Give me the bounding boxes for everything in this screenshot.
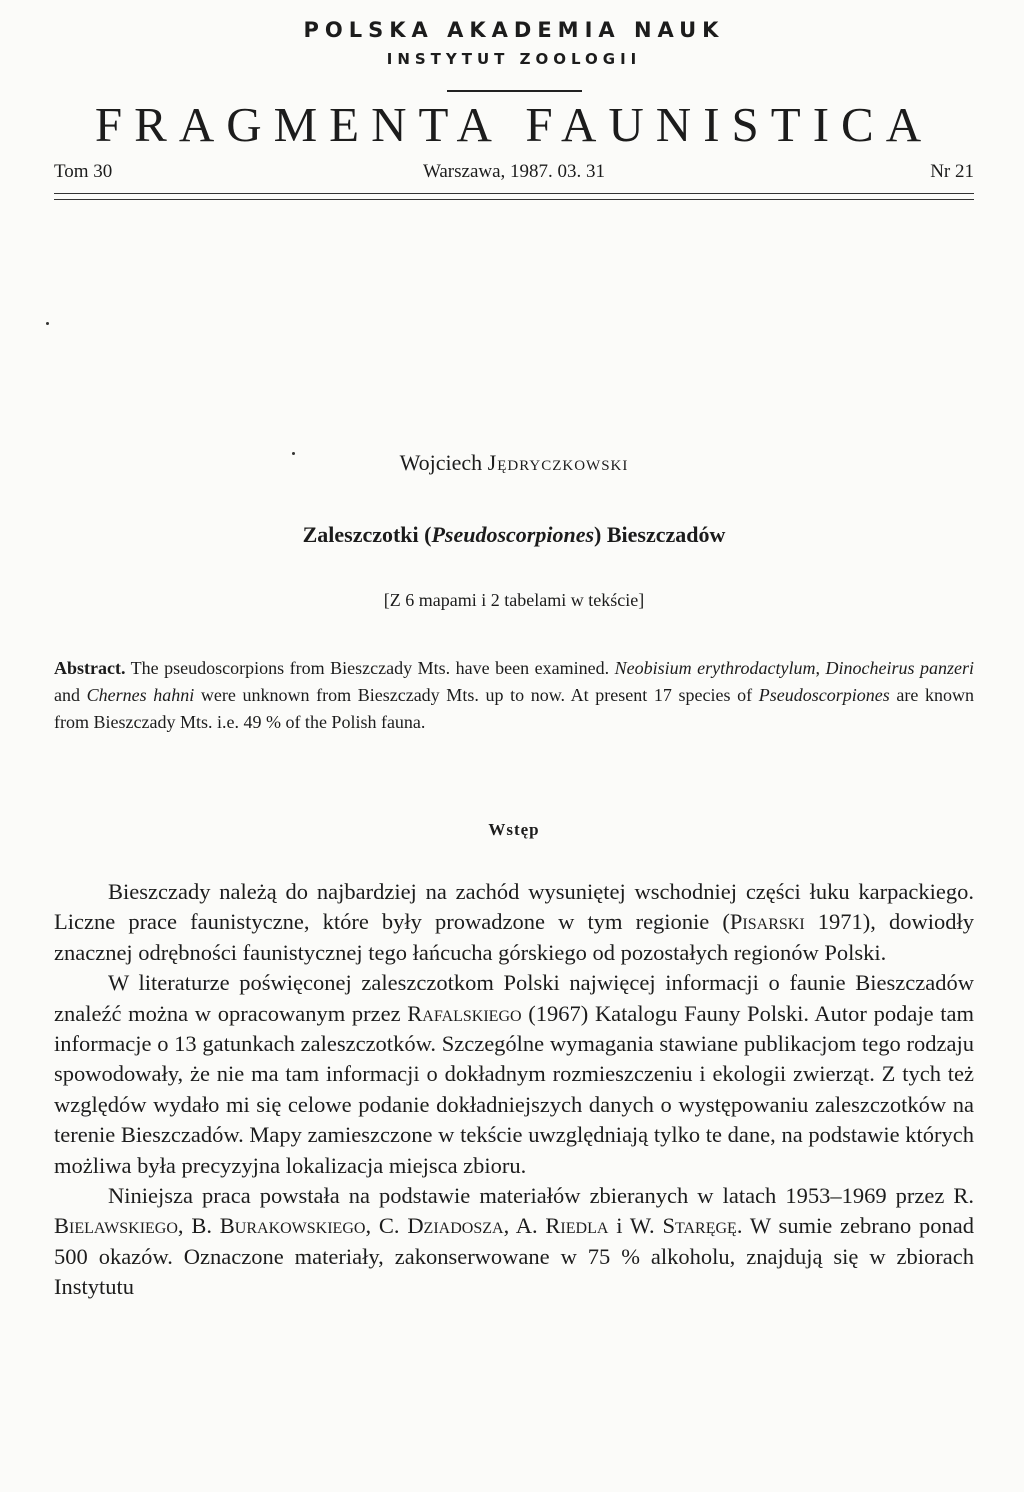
issue-number: Nr 21 <box>930 161 974 182</box>
collector-name: Burakowskiego <box>219 1213 366 1239</box>
header-divider <box>54 193 974 200</box>
species-name: Dinocheirus panzeri <box>825 658 974 678</box>
collector-name: Bielawskiego <box>54 1213 178 1239</box>
section-heading: Wstęp <box>488 820 540 839</box>
title-rule <box>447 90 582 92</box>
text-run: . W sumie zebrano ponad 500 okazów. Oznaczone materiały, zakonserwowane w 75 % alkoholu, znajdują się w zbiorach Instytutu <box>54 1213 974 1300</box>
text-run: , C. <box>365 1213 408 1239</box>
article-title <box>54 522 974 548</box>
title-part: Zaleszczotki ( <box>302 522 432 547</box>
text-run: (1967) Katalogu Fauny Polski. Autor podaje tam informacje o 13 gatunkach zaleszczotków. Szczególne wymagania stawiane publikacjom tego rodzaju spowodowały, że nie ma tam informacji o dokładnym rozmieszczeniu i ekologii zwierząt. Z tych też względów wydało mi się celowe podanie dokładniejszych danych o występowaniu zaleszczotków na terenie Bieszczadów. Mapy zamieszczone w tekście uwzględniają tylko te dane, na podstawie których możliwa była precyzyjna lokalizacja miejsca zbioru. <box>54 1000 975 1178</box>
abstract-text: and <box>54 685 87 705</box>
abstract-text: The pseudoscorpions from Bieszczady Mts. have been examined. <box>125 658 615 678</box>
text-run: , B. <box>177 1213 220 1239</box>
paragraph <box>54 1181 974 1303</box>
author-name <box>54 450 974 476</box>
title-part: ) Bieszczadów <box>594 522 726 547</box>
collector-name: Staręgę <box>662 1213 737 1239</box>
body-text <box>54 877 974 1303</box>
cited-author: Pisarski <box>729 909 805 935</box>
abstract-text: , <box>815 658 826 678</box>
journal-title: FRAGMENTA FAUNISTICA <box>94 97 934 152</box>
species-name: Chernes hahni <box>86 685 195 705</box>
text-run: , A. <box>503 1213 546 1239</box>
text-run: 1971), dowiodły znacznej odrębności faunistycznej tego łańcucha górskiego od pozostałych regionów Polski. <box>54 909 975 965</box>
text-run: Bieszczady należą do najbardziej na zachód wysuniętej wschodniej części łuku karpackiego. Liczne prace faunistyczne, które były prowadzone w tym regionie ( <box>54 879 974 935</box>
author-first-name: Wojciech <box>399 450 483 475</box>
print-speck <box>292 452 295 455</box>
title-taxon: Pseudoscorpiones <box>431 522 595 547</box>
issue-date: Warszawa, 1987. 03. 31 <box>422 161 606 182</box>
collector-name: Riedla <box>545 1213 609 1239</box>
print-speck <box>46 322 49 325</box>
abstract-text: were unknown from Bieszczady Mts. up to now. At present 17 species of <box>194 685 759 705</box>
cited-author: Rafalskiego <box>407 1000 522 1026</box>
text-run: i W. <box>608 1213 663 1239</box>
abstract <box>54 655 974 736</box>
collector-name: Dziadosza <box>407 1213 504 1239</box>
academy-name: POLSKA AKADEMIA NAUK <box>303 18 725 42</box>
paragraph <box>54 877 974 968</box>
text-run: W literaturze poświęconej zaleszczotkom Polski najwięcej informacji o faunie Bieszczadów znaleźć można w opracowanym przez <box>54 970 974 1026</box>
abstract-label: Abstract. <box>54 658 126 678</box>
author-last-name: Jędryczkowski <box>487 450 629 475</box>
taxon-name: Pseudoscorpiones <box>758 685 890 705</box>
institute-name: INSTYTUT ZOOLOGII <box>386 50 642 68</box>
volume-label: Tom 30 <box>54 161 113 182</box>
abstract-text: are known from Bieszczady Mts. i.e. 49 % of the Polish fauna. <box>54 685 974 732</box>
paragraph <box>54 968 974 1181</box>
maps-note: [Z 6 mapami i 2 tabelami w tekście] <box>383 590 645 610</box>
species-name: Neobisium erythrodactylum <box>614 658 816 678</box>
text-run: Niniejsza praca powstała na podstawie materiałów zbieranych w latach 1953–1969 przez R. <box>108 1183 974 1209</box>
